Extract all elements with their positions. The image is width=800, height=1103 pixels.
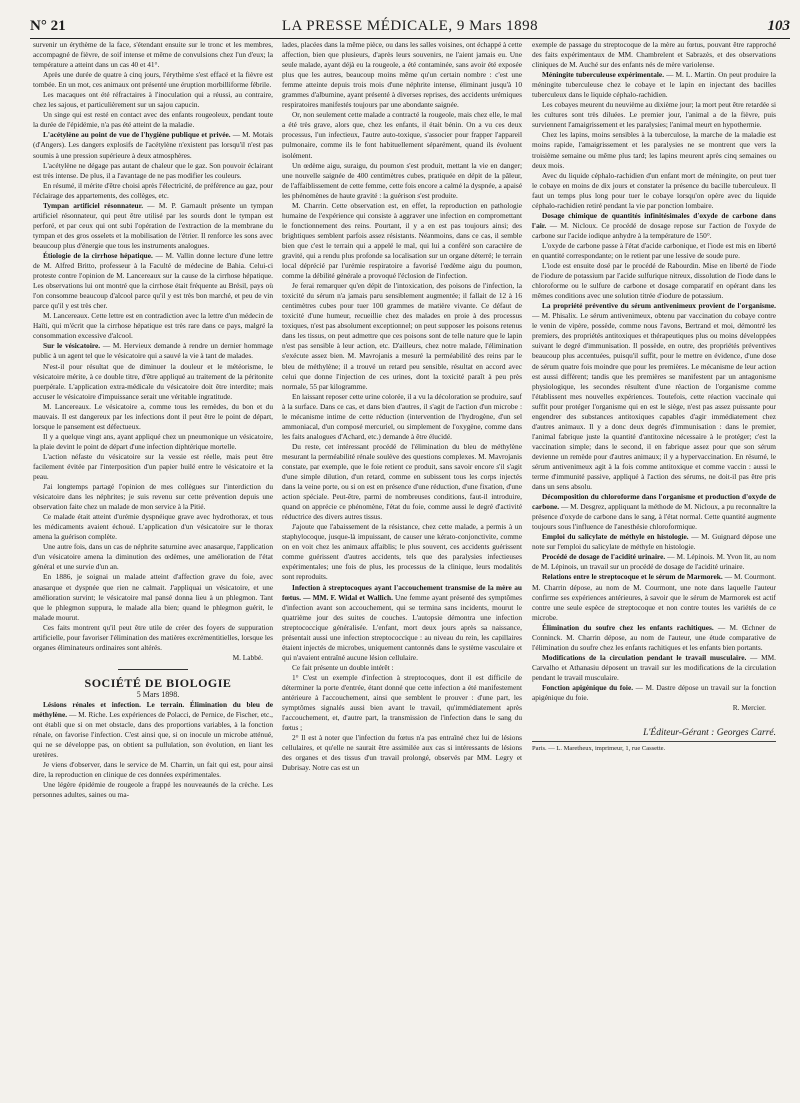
paragraph: L'iode est ensuite dosé par le procédé de Rabourdin. Mise en liberté de l'iode de l'iodure de potassium par l'acide sulfurique nitreux, dissolution de l'iode dans le chloroforme ou le sulfure de carbone et dosage comparatif en opérant dans les mêmes conditions avec une solution titrée d'iodure de potassium. bbox=[532, 261, 776, 301]
article-author: — M. Phisalix. bbox=[532, 311, 578, 321]
article-acidite-urinaire bbox=[532, 552, 776, 572]
paragraph: Du reste, cet intéressant procédé de l'élimination du bleu de méthylène mesurant la perméabilité rénale soulève des questions complexes. M. Mavrojanis constate, par exemple, que le foie retient ce produit, sans savoir encore s'il s'agit d'une simple dilution, d'un retard, comme en subissent tous les corps injectés dans la veine porte, ou si on est en présence d'une réduction, d'une fixation, d'une action spéciale. Peut-être, parmi de nombreuses conditions, faut-il introduire, quand on apprécie ce phénomène, l'état du foie, comme aussi le degré d'activité réductrice des divers autres tissus. bbox=[282, 441, 522, 522]
article-title: Emploi du salicylate de méthyle en histologie. bbox=[542, 532, 689, 542]
article-title: Méningite tuberculeuse expérimentale. bbox=[542, 70, 665, 80]
column-1 bbox=[33, 40, 273, 1085]
signature: M. Labbé. bbox=[232, 652, 263, 662]
article-author: — M. P. Garnault bbox=[147, 200, 207, 210]
article-body: présente un tympan artificiel résonnateur, qui peut être utilisé par les sourds dont le tympan est perforé, et par ceux qui ont subi l'opération de l'extraction de la membrane du tympan et des gros osselets et la mobilisation de l'étrier. Il renforce les sons avec beaucoup plus d'énergie que tous les instruments analogues. bbox=[33, 200, 273, 250]
article-body: dépose un travail sur la fonction apigénique du foie. bbox=[532, 683, 776, 703]
article-body: M. Yvon lit, au nom de M. Lépinois, un travail sur un procédé de dosage de l'acidité urinaire. bbox=[532, 552, 776, 572]
article-body: donne lecture d'une lettre de M. Alfred Britto, professeur à la Faculté de médecine de Bahia. Celui-ci proteste contre l'opinion de M. Lancereaux sur la cause de la cirrhose hépatique. Les observations lui ont montré que la cirrhose était fréquente au Brésil, pays où l'on consomme beaucoup d'alcool parce qu'il y est très bon marché, et peu de vin parce qu'il y est très cher. bbox=[33, 250, 273, 311]
article-title: Relations entre le streptocoque et le sérum de Marmorek. bbox=[542, 572, 723, 582]
article-body: Les dangers explosifs de l'acétylène n'existent pas lorsqu'il n'est pas soumis à une pression supérieure à deux atmosphères. bbox=[33, 140, 273, 160]
paragraph: 2° Il est à noter que l'infection du fœtus n'a pas entraîné chez lui de lésions cellulaires, et qu'elle ne saurait être assimilée aux cas si intéressants de lésions des organes et des tissus d'un travail prolongé, observés par MM. Legry et Dubrisay. Notre cas est un bbox=[282, 733, 522, 773]
page-number: 103 bbox=[767, 18, 790, 34]
article-title: Fonction apigénique du foie. bbox=[542, 683, 634, 692]
article-body: Les expériences de Polacci, de Pernice, de Fischer, etc., ont établi que si on met obstacle, dans des proportions variables, à la fonction rénale, on favorise l'infection. C'est ainsi que, si on inocule un microbe atténué, qui ne se développe pas, on obtient sa pullulation, son évolution, en liant les uretères. bbox=[33, 710, 273, 760]
column-2 bbox=[282, 40, 522, 1085]
paragraph: 1° C'est un exemple d'infection à streptocoques, dont il est difficile de déterminer la porte d'entrée, étant donné que cette infection a été manifestement antérieure à l'accouchement, ainsi que semblent le prouver : d'une part, les symptômes signalés aussi bien avant le travail, qu'immédiatement après l'accouchement, et, d'autre part, la transmission de l'infection dans le sang du fœtus ; bbox=[282, 672, 522, 733]
editor-line: L'Éditeur-Gérant : Georges Carré. bbox=[643, 728, 776, 739]
paragraph: Une légère épidémie de rougeole a frappé les nouveaunés de la crèche. Les personnes adultes, saines ou ma- bbox=[33, 780, 273, 800]
article-dosage-oxyde bbox=[532, 211, 776, 241]
paragraph: Les cobayes meurent du neuvième au dixième jour; la mort peut être retardée si les cultures sont très diluées. Le premier jour, l'animal a de la fièvre, puis surviennent l'amaigrissement et les paralysies; l'animal meurt en hypothermie. bbox=[532, 100, 776, 130]
article-author: — M. Riche. bbox=[68, 710, 108, 719]
paragraph: N'est-il pour résultat que de diminuer la douleur et le météorisme, le vésicatoire mérite, à ce double titre, d'être appliqué au traitement de la péritonite puerpérale. L'application extra-médicale du vésicatoire doit être interdite; mais accuser le vésicatoire d'impuissance serait une véritable ingratitude. bbox=[33, 361, 273, 401]
article-author: — MM. Carvalho et Athanasiu bbox=[532, 652, 776, 672]
article-tympan bbox=[33, 201, 273, 251]
article-author: — M. Dastre bbox=[635, 683, 676, 692]
article-body: déposent un travail sur les modifications de la circulation pendant le travail musculaire. bbox=[532, 662, 776, 682]
paragraph: En résumé, il mérite d'être choisi après l'électricité, de préférence au gaz, pour l'éclairage des appartements, des collèges, etc. bbox=[33, 180, 273, 200]
article-author: — M. Desgrez, bbox=[560, 502, 607, 512]
article-title: Lésions rénales et infection. Le terrain. Élimination du bleu de méthylène. bbox=[33, 699, 273, 719]
article-title: Infection à streptocoques ayant l'accouchement transmise de la mère au fœtus. bbox=[282, 582, 522, 602]
article-author: — M. Hervieux bbox=[102, 341, 152, 351]
article-soufre-rachitiques bbox=[532, 623, 776, 653]
article-body: Une femme ayant présenté des symptômes d'infection avant son accouchement, qui se termina sans incidents, mourut le quatrième jour des suites de couches. L'autopsie démontra une infection streptococcique généralisée. L'enfant, mort deux jours après sa naissance, présentait aussi une infection streptococcique : au niveau du rein, les capillaires étaient injectés de microbes, uniquement cantonnés dans le système vasculaire et qui n'avaient entraîné aucune lésion cellulaire. bbox=[282, 592, 522, 662]
article-cirrhose bbox=[33, 251, 273, 311]
paragraph: Il y a quelque vingt ans, ayant appliqué chez un pneumonique un vésicatoire, la plaie devint le point de départ d'une infection diphtérique mortelle. bbox=[33, 431, 273, 451]
paragraph: Une autre fois, dans un cas de néphrite saturnine avec anasarque, l'application d'un vésicatoire amena la diminution des œdèmes, une amélioration de l'état général et une survie d'un an. bbox=[33, 542, 273, 572]
paragraph: L'action néfaste du vésicatoire sur la vessie est réelle, mais peut être facilement évitée par l'interposition d'un papier huilé entre le vésicatoire et la peau. bbox=[33, 451, 273, 482]
paragraph: Ces faits montrent qu'il peut être utile de créer des foyers de suppuration artificielle, pour favoriser l'élimination des matières excrémentitielles, lorsque les organes éliminateurs ordinaires sont altérés. bbox=[33, 622, 273, 652]
paragraph: M. Lancereaux. Cette lettre est en contradiction avec la lettre d'un médecin de Haïti, qui m'écrit que la cirrhose hépatique est très rare dans ce pays, malgré la consommation excessive d'alcool. bbox=[33, 311, 273, 341]
article-body: Ce procédé de dosage repose sur l'action de l'oxyde de carbone sur l'acide iodique anhydre à la température de 150°. bbox=[532, 220, 776, 240]
signature: R. Mercier. bbox=[732, 703, 766, 713]
paragraph: J'ai longtemps partagé l'opinion de mes collègues sur l'interdiction du vésicatoire dans les néphrites; je suis revenu sur cette prévention depuis une observation faite chez un malade de mon service à la Pitié. bbox=[33, 482, 273, 512]
article-author: — M. Vallin bbox=[155, 250, 194, 260]
article-body: M. Charrin dépose, au nom de M. Courmont, une note dans laquelle l'auteur confirme ses expériences antérieures, à savoir que le sérum de Marmorek est actif contre une seule espèce de streptocoque et non contre toutes les variétés de ce microbe. bbox=[532, 582, 776, 622]
article-title: Dosage chimique de quantités infinitésimales d'oxyde de carbone dans l'air. bbox=[532, 210, 776, 230]
article-streptocoque-serum bbox=[532, 572, 776, 622]
paragraph: Ce malade était atteint d'urémie dyspnéique grave avec hydrothorax, et tous les médicaments avaient échoué. L'application d'un vésicatoire sur le thorax amena la guérison complète. bbox=[33, 512, 273, 542]
article-author: — M. Guignard bbox=[691, 532, 740, 542]
paragraph: Je viens d'observer, dans le service de M. Charrin, un fait qui est, pour ainsi dire, la reproduction en clinique de ces données expérimentales. bbox=[33, 760, 273, 780]
paragraph: survenir un érythème de la face, s'étendant ensuite sur le tronc et les membres, accompagné de fièvre, de soif intense et même de convulsions chez l'un d'eux; la température a atteint dans un cas 40 et 41°. bbox=[33, 40, 273, 70]
divider bbox=[118, 669, 188, 670]
paragraph: En laissant reposer cette urine colorée, il a vu la décoloration se produire, sauf à la surface. Dans ce cas, et dans bien d'autres, il s'agit de l'action d'un microbe : le mécanisme intime de cette réduction (intervention de l'hydrogène, d'un sel ammoniacal, d'un composé mercuriel, ou simplement de l'oxygène, comme dans les faits analogues d'Achard, etc.) demande à être élucidé. bbox=[282, 391, 522, 441]
article-body: On peut produire la méningite tuberculeuse chez le cobaye et le lapin en injectant des bacilles tuberculeux dans le liquide céphalo-rachidien. bbox=[532, 70, 776, 100]
article-author: — M. Lépinois. bbox=[667, 552, 715, 562]
paragraph: Or, non seulement cette malade a contracté la rougeole, mais chez elle, le mal a été très grave, alors que, chez les enfants, il était bénin. On a vu ces deux processus, l'un infectieux, l'autre auto-toxique, s'associer pour frapper l'appareil pulmonaire, comme ils le font habituellement séparément, quand ils évoluent isolément. bbox=[282, 110, 522, 160]
column-3 bbox=[532, 40, 776, 1085]
article-title: Procédé de dosage de l'acidité urinaire. bbox=[542, 552, 666, 562]
journal-title: LA PRESSE MÉDICALE, 9 Mars 1898 bbox=[281, 18, 539, 34]
article-circulation-musculaire bbox=[532, 653, 776, 683]
article-author: — M. L. Martin. bbox=[666, 70, 717, 80]
paragraph: exemple de passage du streptocoque de la mère au fœtus, pouvant être rapproché des faits expérimentaux de MM. Chambrelent et Sabrazès, et des observations cliniques de M. Auché sur des enfants nés de mère variolense. bbox=[532, 40, 776, 70]
article-meningite bbox=[532, 70, 776, 100]
paragraph: En 1886, je soignai un malade atteint d'affection grave du foie, avec anasarque et dyspnée que rien ne calmait. J'appliquai un vésicatoire, et une amélioration survint; le vésicatoire mal pansé donna lieu à un phlegmon. Tant que le phlegmon suppura, le malade alla bien; quand le phlegmon guérit, le malade mourut. bbox=[33, 572, 273, 622]
paragraph: L'oxyde de carbone passe à l'état d'acide carbonique, et l'iode est mis en liberté en quantité correspondante; on le retient par une lessive de soude pure. bbox=[532, 240, 776, 260]
section-title: SOCIÉTÉ DE BIOLOGIE bbox=[84, 675, 232, 690]
article-title: Modifications de la circulation pendant le travail musculaire. bbox=[542, 652, 747, 662]
article-body: Le sérum antivenimeux, obtenu par vaccination du cobaye contre le venin de vipère, possède, comme nous l'avons, Bertrand et moi, démontré les premiers, des propriétés antitoxiques et thérapeutiques plus ou moins développées suivant le degré d'immunisation. Il possède, en outre, des propriétés préventives beaucoup plus accentuées, puisqu'il suffit, pour le mettre en évidence, d'une dose de sérum quatre fois moindre que pour les premières. Le mécanisme de leur action est aussi différent; tandis que les premières se manifestent par un antagonisme physiologique, les secondes résultent d'une réaction de l'organisme comme l'établissent mes nouvelles expériences. Toutefois, cette réaction vaccinale qui suffit pour protéger l'organisme qui en est le siège, n'est pas assez puissante pour engendrer des substances antitoxiques capables d'agir immédiatement chez d'autres animaux. Il y a donc deux degrés d'immunisation : dans le premier, l'animal fabrique juste la quantité d'antitoxine nécessaire à le protéger; c'est la vaccination simple; dans le second, il en fabrique assez pour que son sérum devienne un remède pour d'autres animaux; il y a hypervaccination. En résumé, le sérum antivenimeux agit à la fois comme antitoxique et comme vaccin : aussi le terme d'immunité passive, appliqué à l'action des sérums, ne doit-il pas être pris dans un sens absolu. bbox=[532, 311, 776, 492]
paragraph: Ce fait présente un double intérêt : bbox=[292, 662, 394, 672]
paragraph: M. Lancereaux. Le vésicatoire a, comme tous les remèdes, du bon et du mauvais. Il est dangereux par les infections dont il peut être le point de départ, lorsque le pansement est défectueux. bbox=[33, 401, 273, 431]
printer-line: Paris. — L. Maretheux, imprimeur, 1, rue Cassette. bbox=[532, 741, 776, 753]
paragraph: Un œdème aigu, suraigu, du poumon s'est produit, mettant la vie en danger; une nouvelle saignée de 400 centimètres cubes, pratiquée en dépit de la pâleur, de l'affaiblissement de cette femme, cette fois encore a calmé la dyspnée, a apaisé les phénomènes de haute gravité : la guérison s'est produite. bbox=[282, 160, 522, 200]
article-acetylene bbox=[33, 130, 273, 160]
issue-number: N° 21 bbox=[30, 18, 66, 34]
article-title: Élimination du soufre chez les enfants rachitiques. bbox=[542, 622, 714, 632]
section-date: 5 Mars 1898. bbox=[136, 689, 180, 699]
article-infection-streptocoques bbox=[282, 583, 522, 663]
article-title: L'acétylène au point de vue de l'hygiène publique et privée. bbox=[43, 130, 231, 140]
article-body: demande à rendre un dernier hommage public à un agent tel que le vésicatoire qui a sauvé la vie à tant de malades. bbox=[33, 341, 273, 361]
article-title: Tympan artificiel résonnateur. bbox=[43, 200, 144, 210]
article-author: — MM. F. Widal et Wallich. bbox=[303, 592, 393, 602]
article-title: Étiologie de la cirrhose hépatique. bbox=[43, 250, 153, 260]
article-author: — M. Courmont. bbox=[724, 572, 776, 582]
article-body: dépose une note sur l'emploi du salicylate de méthyle en histologie. bbox=[532, 532, 776, 552]
article-chloroforme bbox=[532, 492, 776, 532]
paragraph: J'ajoute que l'abaissement de la résistance, chez cette malade, a permis à un staphylocoque, jusque-là impuissant, de causer une kérato-conjonctivite, comme on en voit chez les animaux affaiblis; le plus souvent, ces accidents guérissent comme guérissent d'autres accidents, tels que des paralysies infectieuses expérimentales; une fois de plus, les processus de la clinique, leurs modalités sont reproduits. bbox=[282, 522, 522, 582]
article-title: Sur le vésicatoire. bbox=[43, 341, 101, 351]
paragraph: L'acétylène ne dégage pas autant de chaleur que le gaz. Son pouvoir éclairant est très intense. De plus, il a l'avantage de ne pas modifier les couleurs. bbox=[33, 160, 273, 180]
article-title: Décomposition du chloroforme dans l'organisme et production d'oxyde de carbone. bbox=[532, 492, 776, 512]
article-title: La propriété préventive du sérum antivenimeux provient de l'organisme. bbox=[542, 301, 776, 311]
paragraph: Un singe qui est resté en contact avec des enfants rougeoleux, pendant toute la durée de l'épidémie, n'a pas été atteint de la maladie. bbox=[33, 110, 273, 130]
article-body: M. Charrin dépose, au nom de l'auteur, une étude comparative de l'élimination du soufre chez les enfants rachitiques et les enfants bien portants. bbox=[532, 632, 776, 652]
paragraph: Après une durée de quatre à cinq jours, l'érythème s'est effacé et la fièvre est tombée. En un mot, ces animaux ont présenté une éruption morbilliforme fébrile. bbox=[33, 70, 273, 90]
paragraph: Avec du liquide céphalo-rachidien d'un enfant mort de méningite, on peut tuer le cobaye en moins de dix jours et constater la présence du bacille tuberculeux. Il faut un temps plus long pour tuer le cobaye lorsqu'on opère avec du liquide céphalo-rachidien retiré pendant la vie par ponction lombaire. bbox=[532, 170, 776, 210]
paragraph: lades, placées dans la même pièce, ou dans les salles voisines, ont échappé à cette affection, bien que plusieurs, d'après leurs souvenirs, ne l'aient jamais eu. Une seule malade, ayant déjà eu la rougeole, a été contaminée, sans avoir été exposée plus que les autres, beaucoup moins même qu'un certain nombre : c'est une femme atteinte depuis trois mois d'une néphrite intense, éliminant jusqu'à 10 grammes d'albumine, ayant présenté à diverses reprises, des accidents urémiques respiratoires manifestés toujours par une abondante saignée. bbox=[282, 40, 522, 110]
article-serum-antivenimeux bbox=[532, 301, 776, 492]
article-body: appliquant la méthode de M. Nicloux, a pu reconnaître la présence d'oxyde de carbone dans le sang, à l'état normal. Cette quantité augmente toujours sous l'influence de l'anesthésie chloroformique. bbox=[532, 502, 776, 532]
article-vesicatoire bbox=[33, 341, 273, 361]
paragraph: Les macaques ont été réfractaires à l'inoculation qui a réussi, au contraire, chez les sajous, et particulièrement sur un sajou capucin. bbox=[33, 90, 273, 110]
article-author: — M. Motais (d'Angers). bbox=[33, 130, 273, 150]
page-header bbox=[30, 6, 790, 39]
paragraph: M. Charrin. Cette observation est, en effet, la reproduction en pathologie humaine de l'expérience qui consiste à aggraver une infection en compromettant le fonctionnement des reins. Pourtant, il y a en est pas toujours ainsi; des brightiques semblent parfois assez résistants. Néanmoins, dans ce cas, il semble bien que c'est le terrain qui a appelé le mal, qui lui a conféré son caractère de gravité, qui a rendu plus profonde sa localisation sur un organe déterré; le terrain local déprécié par l'urémie respiratoire a favorisé l'œdème aigu du poumon, comme la débilité générale a provoqué l'éclosion de l'infection. bbox=[282, 200, 522, 281]
article-fonction-apigenique bbox=[532, 683, 776, 703]
article-salicylate bbox=[532, 532, 776, 552]
article-lesions-renales bbox=[33, 700, 273, 760]
article-author: — M. Œchner de Conninck. bbox=[532, 622, 776, 642]
article-author: — M. Nicloux. bbox=[549, 220, 598, 230]
paragraph: Je ferai remarquer qu'en dépit de l'intoxication, des poisons de l'infection, la toxicité du sérum n'a jamais paru sensiblement augmentée; il fallait de 12 à 16 centimètres cubes pour tuer 100 grammes de matière vivante. Ce défaut de toxicité d'une humeur, recueillie chez des malades en proie à des processus toxiques, n'est pas absolument exceptionnel; on peut supposer les poisons retenus dans les tissus, on peut admettre que ces poisons sont de telle nature que le lapin n'est pas sensible à leur action, etc. D'ailleurs, chez notre malade, l'élimination s'exécute assez bien. M. Mavrojanis a mesuré la perméabilité des reins par le bleu de méthylène; il a trouvé un retard peu sensible, résultat en accord avec celui que donne l'injection de ces urines, dont la toxicité paraît à peu près normale, 55 par kilogramme. bbox=[282, 281, 522, 391]
paragraph: Chez les lapins, moins sensibles à la tuberculose, la marche de la maladie est moins rapide, l'amaigrissement et les paralysies ne se montrent que vers la troisième semaine ou même plus tard; les lapins meurent après cinq semaines ou deux mois. bbox=[532, 130, 776, 170]
